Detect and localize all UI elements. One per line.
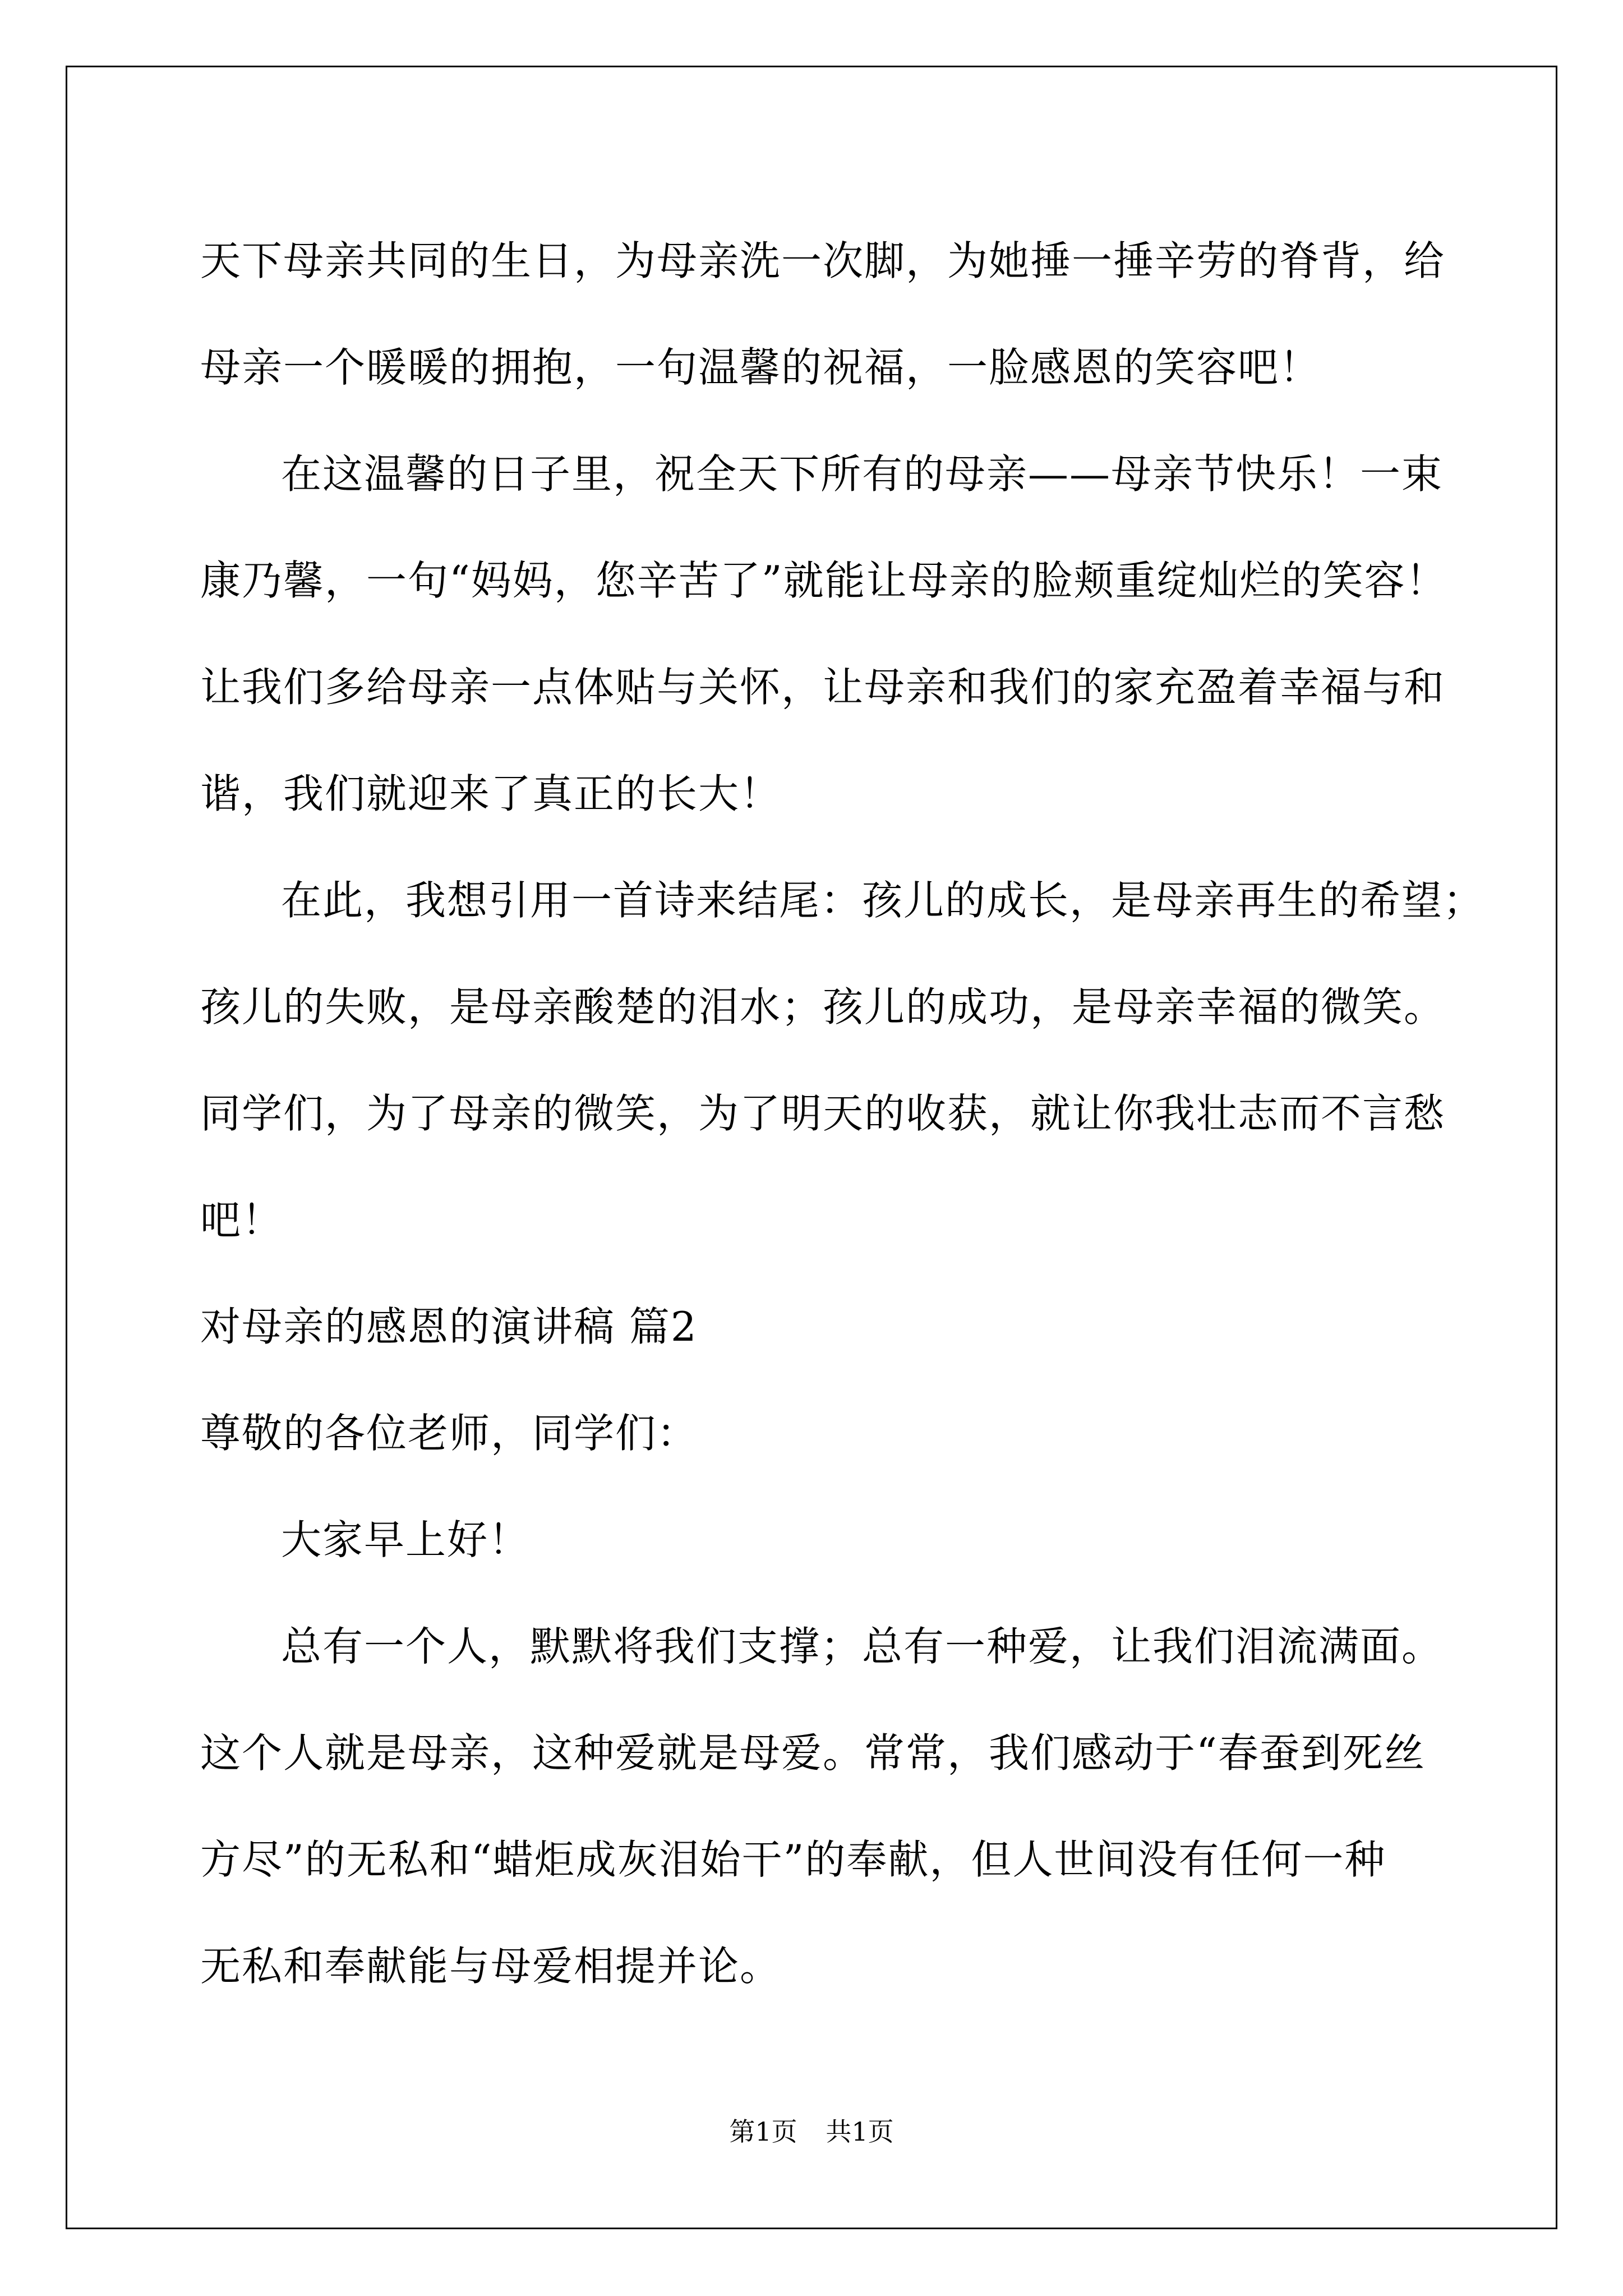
text-line: 这个人就是母亲，这种爱就是母爱。常常，我们感动于“春蚕到死丝 <box>200 1729 1426 1777</box>
text-line: 吧！ <box>200 1197 284 1244</box>
text-line: 谐，我们就迎来了真正的长大！ <box>200 770 782 817</box>
page-total: 共1页 <box>826 2116 894 2147</box>
page-number: 第1页 <box>729 2116 797 2147</box>
greeting: 大家早上好！ <box>281 1516 531 1563</box>
text-line: 康乃馨，一句“妈妈，您辛苦了”就能让母亲的脸颊重绽灿烂的笑容！ <box>200 557 1447 604</box>
salutation: 尊敬的各位老师，同学们： <box>200 1410 699 1457</box>
paragraph-start: 在这温馨的日子里，祝全天下所有的母亲——母亲节快乐！一束 <box>281 450 1444 498</box>
paragraph-start: 总有一个人，默默将我们支撑；总有一种爱，让我们泪流满面。 <box>281 1623 1444 1670</box>
paragraph-start: 在此，我想引用一首诗来结尾：孩儿的成长，是母亲再生的希望； <box>281 877 1485 924</box>
text-line: 孩儿的失败，是母亲酸楚的泪水；孩儿的成功，是母亲幸福的微笑。 <box>200 983 1446 1030</box>
text-line: 天下母亲共同的生日，为母亲洗一次脚，为她捶一捶辛劳的脊背，给 <box>200 237 1446 284</box>
section-heading: 对母亲的感恩的演讲稿 篇2 <box>200 1303 698 1350</box>
text-line: 方尽”的无私和“蜡炬成灰泪始干”的奉献，但人世间没有任何一种 <box>200 1836 1386 1883</box>
text-line: 同学们，为了母亲的微笑，为了明天的收获，就让你我壮志而不言愁 <box>200 1090 1446 1137</box>
text-line: 无私和奉献能与母爱相提并论。 <box>200 1943 782 1990</box>
page-footer <box>0 2115 1623 2148</box>
text-line: 让我们多给母亲一点体贴与关怀，让母亲和我们的家充盈着幸福与和 <box>200 664 1446 711</box>
text-line: 母亲一个暖暖的拥抱，一句温馨的祝福，一脸感恩的笑容吧！ <box>200 344 1321 391</box>
document-body <box>200 208 1485 2019</box>
